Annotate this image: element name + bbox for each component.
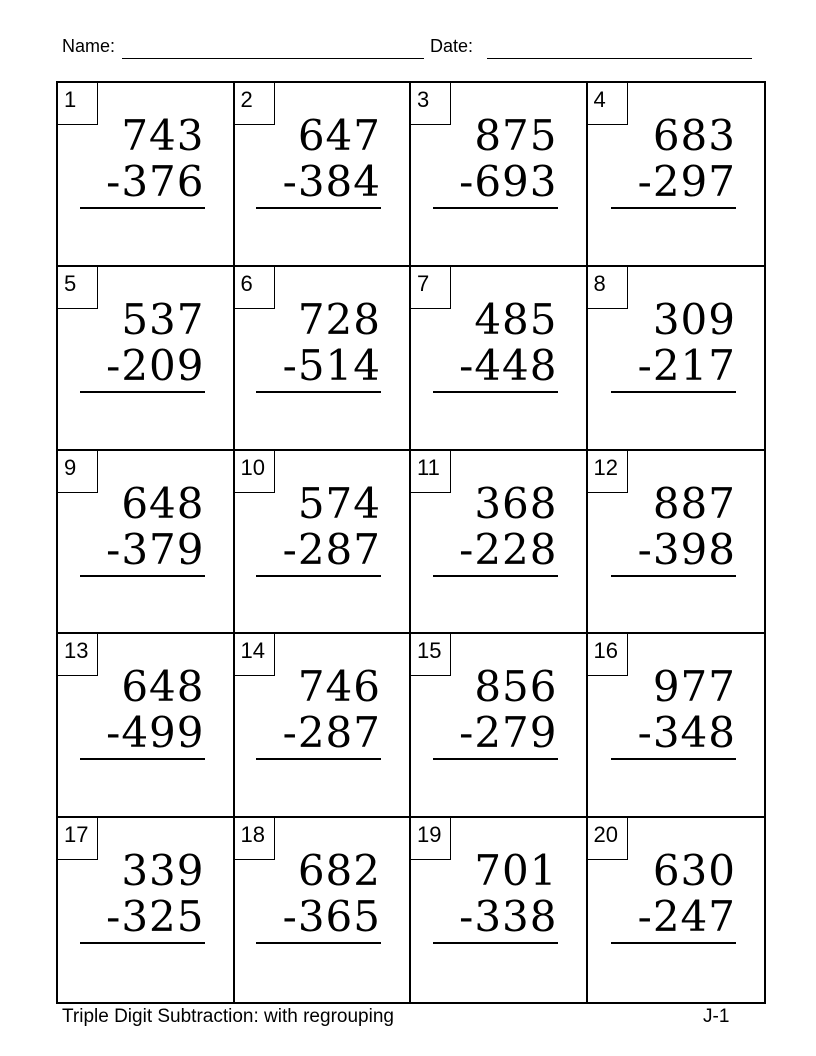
minuend: 887 [652,478,736,528]
subtraction-problem [256,664,381,760]
minuend: 630 [652,846,736,896]
subtrahend: -365 [256,894,381,944]
subtraction-problem [611,664,736,760]
problem-cell [411,267,588,451]
minuend: 309 [652,294,736,344]
minuend: 856 [474,662,558,712]
minuend: 875 [474,111,558,160]
subtraction-problem [256,294,381,393]
subtraction-problem [611,478,736,577]
subtrahend: -398 [611,527,736,577]
problem-cell [58,267,235,451]
problem-number: 2 [235,83,275,125]
minuend: 746 [297,662,381,712]
date-field[interactable] [487,58,752,59]
worksheet-title: Triple Digit Subtraction: with regrouping [62,1006,394,1027]
minuend: 728 [297,294,381,344]
problem-cell [411,634,588,818]
subtrahend: -287 [256,710,381,760]
subtrahend: -448 [433,343,558,393]
subtraction-problem [611,848,736,944]
subtrahend: -287 [256,527,381,577]
problem-cell [588,451,765,635]
problem-number: 20 [588,818,628,860]
problem-number: 14 [235,634,275,676]
subtrahend: -228 [433,527,558,577]
worksheet-code: J-1 [703,1006,730,1027]
subtrahend: -376 [80,159,205,209]
problem-number: 6 [235,267,275,309]
problem-number: 7 [411,267,451,309]
name-label: Name: [62,36,116,56]
subtrahend: -379 [80,527,205,577]
problem-number: 13 [58,634,98,676]
problem-cell [235,83,412,267]
problem-number: 9 [58,451,98,493]
subtraction-problem [433,478,558,577]
subtraction-problem [256,113,381,209]
problem-number: 11 [411,451,451,493]
subtrahend: -297 [611,159,736,209]
subtraction-problem [80,294,205,393]
subtraction-problem [256,478,381,577]
problem-cell [411,818,588,1002]
problem-number: 12 [588,451,628,493]
subtraction-problem [256,848,381,944]
minuend: 977 [652,662,736,712]
problem-cell [588,83,765,267]
problem-number: 16 [588,634,628,676]
problem-cell [58,818,235,1002]
minuend: 743 [121,111,205,160]
minuend: 648 [121,662,205,712]
problem-cell [588,267,765,451]
subtrahend: -384 [256,159,381,209]
subtraction-problem [611,294,736,393]
problem-number: 4 [588,83,628,125]
problem-number: 10 [235,451,275,493]
subtrahend: -499 [80,710,205,760]
problem-number: 18 [235,818,275,860]
problem-cell [235,634,412,818]
problem-cell [58,451,235,635]
minuend: 682 [297,846,381,896]
subtrahend: -348 [611,710,736,760]
subtraction-problem [611,113,736,209]
date-label: Date: [430,36,474,56]
subtrahend: -338 [433,894,558,944]
subtrahend: -693 [433,159,558,209]
subtrahend: -325 [80,894,205,944]
subtrahend: -247 [611,894,736,944]
problem-cell [58,634,235,818]
subtrahend: -217 [611,343,736,393]
problem-cell [235,818,412,1002]
subtrahend: -514 [256,343,381,393]
subtraction-problem [80,113,205,209]
problem-cell [588,818,765,1002]
problem-number: 3 [411,83,451,125]
problem-cell [235,451,412,635]
minuend: 648 [121,478,205,528]
problem-number: 1 [58,83,98,125]
subtraction-problem [433,113,558,209]
subtraction-problem [80,478,205,577]
problem-cell [411,83,588,267]
problem-number: 19 [411,818,451,860]
problem-grid [56,81,766,1004]
minuend: 647 [297,111,381,160]
problem-number: 15 [411,634,451,676]
subtraction-problem [80,664,205,760]
subtraction-problem [433,848,558,944]
subtraction-problem [433,294,558,393]
worksheet-header [62,36,762,66]
minuend: 485 [474,294,558,344]
name-field[interactable] [122,58,424,59]
problem-cell [235,267,412,451]
minuend: 368 [474,478,558,528]
minuend: 701 [474,846,558,896]
problem-cell [58,83,235,267]
problem-cell [411,451,588,635]
subtraction-problem [80,848,205,944]
subtrahend: -209 [80,343,205,393]
subtrahend: -279 [433,710,558,760]
problem-number: 5 [58,267,98,309]
problem-number: 8 [588,267,628,309]
problem-cell [588,634,765,818]
minuend: 537 [121,294,205,344]
minuend: 339 [121,846,205,896]
minuend: 683 [652,111,736,160]
problem-number: 17 [58,818,98,860]
subtraction-problem [433,664,558,760]
minuend: 574 [297,478,381,528]
